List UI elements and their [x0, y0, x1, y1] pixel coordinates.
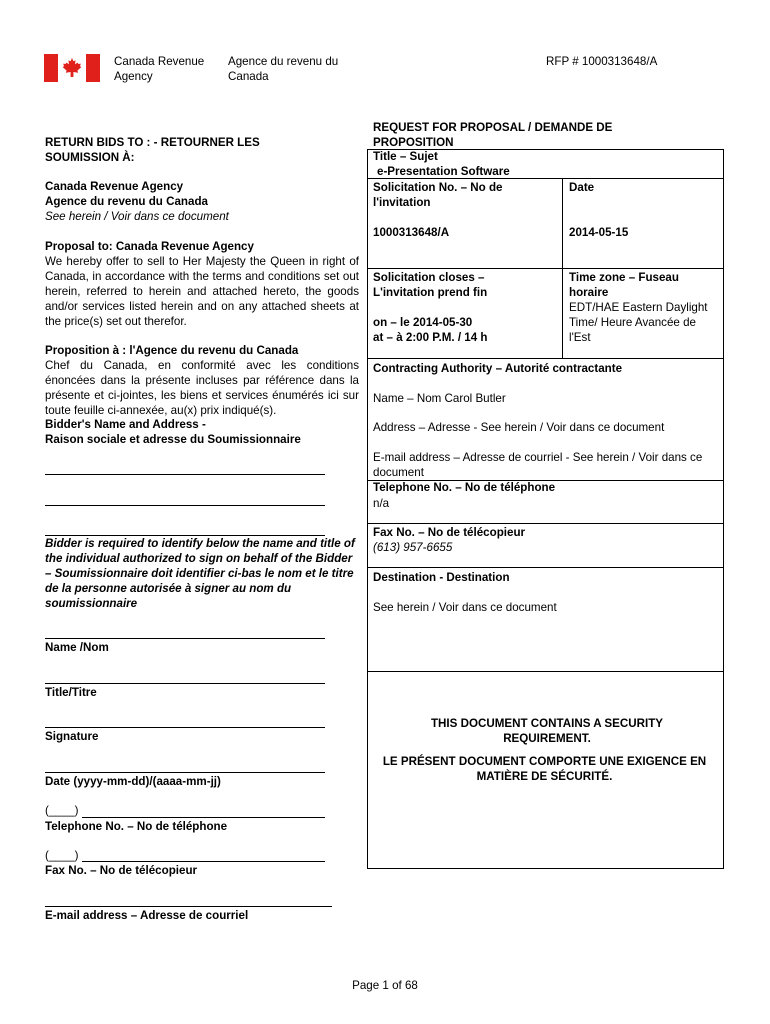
fax-value: (613) 957-6655: [373, 541, 453, 554]
bidder-name-heading: Bidder's Name and Address -: [45, 418, 206, 431]
closes-at: at – à 2:00 P.M. / 14 h: [373, 331, 488, 344]
title-signature-line[interactable]: [45, 683, 325, 684]
canada-flag-logo: [44, 54, 100, 82]
title-label: Title/Titre: [45, 686, 97, 699]
contracting-authority-name: Name – Nom Carol Butler: [373, 392, 506, 405]
agency-name-en: Canada Revenue Agency: [114, 55, 205, 83]
see-herein-text: See herein / Voir dans ce document: [45, 210, 229, 223]
contracting-authority-address: Address – Adresse - See herein / Voir dans ce document: [373, 421, 665, 434]
email-label: E-mail address – Adresse de courriel: [45, 909, 249, 922]
closes-label: Solicitation closes – L'invitation prend fin: [373, 271, 488, 299]
solicitation-label: Solicitation No. – No de l'invitation: [373, 181, 503, 209]
fax-line[interactable]: [82, 861, 325, 862]
name-signature-line[interactable]: [45, 638, 325, 639]
return-bids-heading: RETURN BIDS TO : - RETOURNER LES SOUMISSION À:: [45, 136, 260, 164]
date-line[interactable]: [45, 772, 325, 773]
bidder-name-heading-fr: Raison sociale et adresse du Soumissionnaire: [45, 433, 301, 446]
proposition-text: Chef du Canada, en conformité avec les conditions énoncées dans la présente incluses par référence dans la présente et ci-jointes, les biens et services énumérés ici sur toute feuille ci-annexée, au(x) prix indiqué(s).: [45, 359, 359, 417]
signature-label: Signature: [45, 730, 99, 743]
solicitation-number: 1000313648/A: [373, 226, 450, 239]
rfp-number: RFP # 1000313648/A: [546, 55, 658, 68]
fax-label: Fax No. – No de télécopieur: [45, 864, 198, 877]
timezone-value: EDT/HAE Eastern Daylight Time/ Heure Avancée de l'Est: [569, 301, 708, 344]
date-header: Date: [569, 181, 595, 194]
email-line[interactable]: [45, 906, 332, 907]
telephone-label: Telephone No. – No de téléphone: [373, 481, 556, 494]
agency-name-fr-bold: Agence du revenu du Canada: [45, 195, 208, 208]
bidder-required-notice: Bidder is required to identify below the name and title of the individual authorized to sign on behalf of the Bidder – Soumissionnaire doit identifier ci-bas le nom et le titre de la personne autorisée à signer au nom du soumissionnaire: [45, 537, 355, 610]
closes-on: on – le 2014-05-30: [373, 316, 473, 329]
phone-line[interactable]: [82, 817, 325, 818]
agency-name-fr: Agence du revenu du Canada: [228, 55, 339, 83]
contracting-authority-email: E-mail address – Adresse de courriel - See herein / Voir dans ce document: [373, 451, 703, 479]
title-label-right: Title – Sujet: [373, 150, 438, 163]
rfp-heading: REQUEST FOR PROPOSAL / DEMANDE DE PROPOSITION: [373, 121, 613, 149]
phone-area-code: (____): [45, 804, 79, 817]
contracting-authority-label: Contracting Authority – Autorité contractante: [373, 362, 623, 375]
solicitation-date: 2014-05-15: [569, 226, 629, 239]
fax-label-right: Fax No. – No de télécopieur: [373, 526, 526, 539]
telephone-value: n/a: [373, 497, 390, 510]
name-label: Name /Nom: [45, 641, 109, 654]
destination-value: See herein / Voir dans ce document: [373, 601, 557, 614]
agency-name-en-bold: Canada Revenue Agency: [45, 180, 184, 193]
bidder-address-line-2[interactable]: [45, 505, 325, 506]
bidder-address-line-1[interactable]: [45, 474, 325, 475]
security-notice-en: THIS DOCUMENT CONTAINS A SECURITY REQUIREMENT.: [430, 717, 664, 745]
phone-label: Telephone No. – No de téléphone: [45, 820, 228, 833]
page-number: Page 1 of 68: [352, 979, 418, 992]
title-value: e-Presentation Software: [377, 165, 510, 178]
date-label: Date (yyyy-mm-dd)/(aaaa-mm-jj): [45, 775, 221, 788]
proposition-heading: Proposition à : l'Agence du revenu du Canada: [45, 344, 299, 357]
signature-line[interactable]: [45, 727, 325, 728]
proposal-heading: Proposal to: Canada Revenue Agency: [45, 240, 254, 253]
security-notice-fr: LE PRÉSENT DOCUMENT COMPORTE UNE EXIGENCE EN MATIÈRE DE SÉCURITÉ.: [382, 755, 707, 783]
timezone-label: Time zone – Fuseau horaire: [569, 271, 679, 299]
proposal-text: We hereby offer to sell to Her Majesty the Queen in right of Canada, in accordance with the terms and conditions set out herein, referred to herein and attached hereto, the goods and/or services listed herein and on any attached sheets at the price(s) set out therefor.: [45, 255, 359, 328]
destination-label: Destination - Destination: [373, 571, 510, 584]
fax-area-code: (____): [45, 849, 79, 862]
